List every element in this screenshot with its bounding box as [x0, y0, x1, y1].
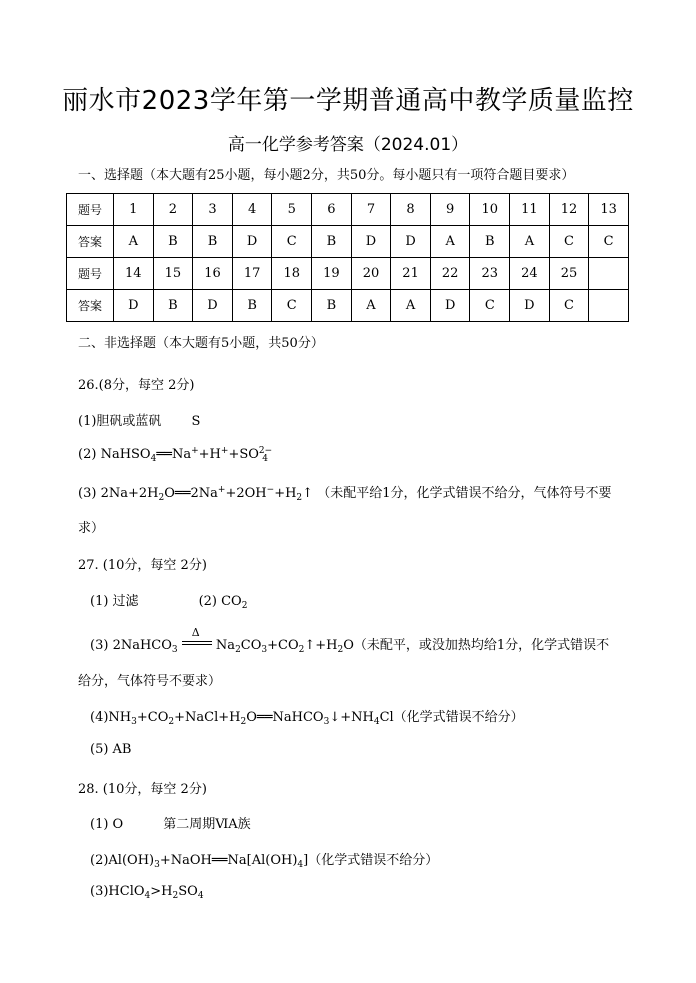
q27-equation-3: 2NaHCO$_3$ Δ $Na_2CO_3+CO_2↑+H_2O$ [112, 626, 354, 655]
section-1-heading: 一、选择题（本大题有25小题，每小题2分，共50分。每小题只有一项符合题目要求） [78, 168, 575, 183]
q26-header: 26.(8分，每空 2分) [78, 378, 195, 393]
table-cell: B [312, 290, 352, 322]
table-row-header: 题号 [67, 194, 114, 226]
table-row-header: 题号 [67, 258, 114, 290]
table-row [67, 258, 629, 290]
page-title: 丽水市2023学年第一学期普通高中教学质量监控 [62, 86, 634, 116]
q27-answer-1-2: (1) 过滤 (2) $CO_2$ [90, 594, 248, 611]
table-cell: C [470, 290, 510, 322]
table-cell: 2 [153, 194, 193, 226]
table-cell: D [510, 290, 550, 322]
table-cell: C [272, 226, 312, 258]
table-cell: 12 [549, 194, 589, 226]
table-cell: A [391, 290, 431, 322]
table-cell: B [312, 226, 352, 258]
table-cell: 10 [470, 194, 510, 226]
q27-answer-5: (5) AB [90, 742, 132, 757]
q28-scoring-note-2: （化学式错误不给分） [308, 853, 439, 868]
table-cell: 25 [549, 258, 589, 290]
table-cell: C [549, 226, 589, 258]
table-cell: C [589, 226, 629, 258]
table-cell: 3 [193, 194, 233, 226]
table-row [67, 194, 629, 226]
q27-header: 27. (10分，每空 2分) [78, 558, 207, 573]
table-cell: B [153, 290, 193, 322]
table-cell: D [114, 290, 154, 322]
table-cell: D [193, 290, 233, 322]
q26-scoring-note: （未配平给1分，化学式错误不给分，气体符号不要 [317, 486, 612, 501]
q27-equation-4: $NH_3+CO_2+NaCl+H_2O══NaHCO_3↓+NH_4Cl$ [108, 710, 394, 727]
table-row [67, 226, 629, 258]
table-cell: 23 [470, 258, 510, 290]
q26-equation-3: $2Na+2H_2O══2Na^++2OH^-+H_2↑$ [100, 485, 314, 503]
table-cell [589, 258, 629, 290]
table-cell: 7 [351, 194, 391, 226]
section-2-heading: 二、非选择题（本大题有5小题，共50分） [78, 336, 324, 351]
heating-condition-arrow: Δ [182, 636, 212, 652]
q28-answer-1: (1) O 第二周期ⅥA族 [90, 817, 251, 832]
table-cell: 8 [391, 194, 431, 226]
q28-equation-3: $HClO_4>H_2SO_4$ [108, 884, 204, 901]
q26-scoring-note-cont: 求） [78, 521, 105, 536]
q27-scoring-note-cont: 给分，气体符号不要求） [78, 674, 222, 689]
table-cell: 19 [312, 258, 352, 290]
table-cell: 21 [391, 258, 431, 290]
table-cell: 9 [430, 194, 470, 226]
table-cell: B [153, 226, 193, 258]
table-cell: B [232, 290, 272, 322]
table-cell: B [470, 226, 510, 258]
q26-equation-2: $NaHSO_4══Na^++H^++SO^{2-}_4$ [100, 446, 273, 464]
table-row-header: 答案 [67, 226, 114, 258]
table-cell: 5 [272, 194, 312, 226]
table-cell: 1 [114, 194, 154, 226]
table-cell: C [549, 290, 589, 322]
answer-table [66, 193, 629, 322]
table-cell: 22 [430, 258, 470, 290]
table-cell: 4 [232, 194, 272, 226]
table-cell: 24 [510, 258, 550, 290]
table-cell: A [510, 226, 550, 258]
table-cell: B [193, 226, 233, 258]
q28-answer-3: $(3)HClO_4>H_2SO_4$ [90, 884, 204, 901]
q27-answer-3: (3) 2NaHCO$_3$ Δ $Na_2CO_3+CO_2↑+H_2O$（未配平，或没加热均给1分，化学式错误不 [90, 626, 610, 655]
q26-answer-3: (3) $2Na+2H_2O══2Na^++2OH^-+H_2↑$ （未配平给1分，化学式错误不给分，气体符号不要 [78, 485, 612, 503]
table-cell: 6 [312, 194, 352, 226]
table-cell: A [430, 226, 470, 258]
q27-answer-4: $(4)NH_3+CO_2+NaCl+H_2O══NaHCO_3↓+NH_4Cl$（化学式错误不给分） [90, 710, 524, 727]
table-cell: D [351, 226, 391, 258]
page-subtitle: 高一化学参考答案（2024.01） [227, 135, 469, 155]
table-cell: 11 [510, 194, 550, 226]
table-cell: 14 [114, 258, 154, 290]
table-cell: C [272, 290, 312, 322]
table-cell: 18 [272, 258, 312, 290]
table-cell [589, 290, 629, 322]
table-cell: 13 [589, 194, 629, 226]
table-cell: A [351, 290, 391, 322]
q26-answer-2: (2) $NaHSO_4══Na^++H^++SO^{2-}_4$ [78, 446, 273, 464]
q26-answer-1: (1)胆矾或蓝矾 S [78, 414, 201, 429]
table-cell: 16 [193, 258, 233, 290]
table-cell: D [391, 226, 431, 258]
table-cell: 17 [232, 258, 272, 290]
table-cell: D [430, 290, 470, 322]
q28-equation-2: $Al(OH)_3+NaOH══Na[Al(OH)_4]$ [108, 853, 309, 870]
table-cell: D [232, 226, 272, 258]
table-cell: A [114, 226, 154, 258]
q28-header: 28. (10分，每空 2分) [78, 782, 207, 797]
q28-answer-2: $(2)Al(OH)_3+NaOH══Na[Al(OH)_4]$（化学式错误不给分） [90, 853, 439, 870]
table-cell: 20 [351, 258, 391, 290]
q27-scoring-note-4: （化学式错误不给分） [393, 710, 524, 725]
table-row [67, 290, 629, 322]
table-cell: 15 [153, 258, 193, 290]
table-row-header: 答案 [67, 290, 114, 322]
q27-scoring-note: （未配平，或没加热均给1分，化学式错误不 [353, 638, 610, 653]
